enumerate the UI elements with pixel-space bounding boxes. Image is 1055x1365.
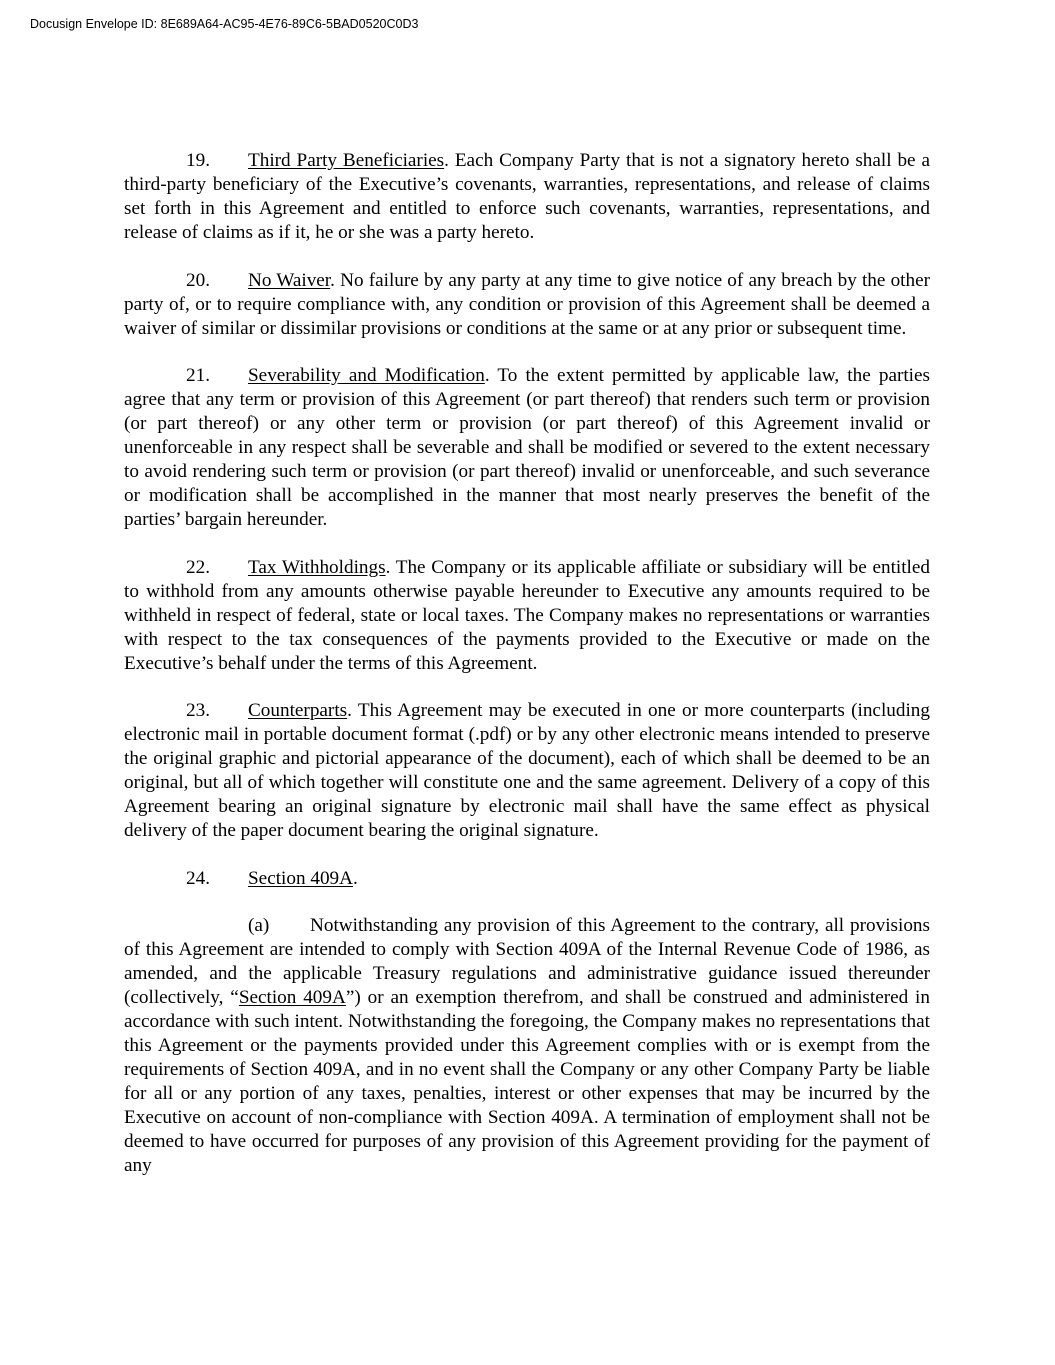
section-heading: Severability and Modification [248, 365, 485, 386]
subsection-text-1: Notwithstanding any provision of this Agreement to the contrary, all provisions of this Agreement are intended to comply with Section 409A of the Internal Revenue Code of 1986, as amended, and the applicable Treasury regulations and administrative guidance issued thereunder (collectively, “ [124, 915, 930, 1008]
section-22 [124, 556, 930, 676]
section-text: . To the extent permitted by applicable law, the parties agree that any term or provision of this Agreement (or part thereof) that renders such term or provision (or part thereof) or any other term or provision (or part thereof) of this Agreement invalid or unenforceable in any respect shall be severable and shall be modified or severed to the extent necessary to avoid rendering such term or provision (or part thereof) invalid or unenforceable, and such severance or modification shall be accomplished in the manner that most nearly preserves the benefit of the parties’ bargain hereunder. [124, 365, 930, 530]
section-23 [124, 699, 930, 843]
section-24-a [124, 914, 930, 1178]
section-19 [124, 149, 930, 245]
section-number: 21. [186, 365, 210, 386]
section-text: . Each Company Party that is not a signatory hereto shall be a third-party beneficiary of the Executive’s covenants, warranties, representations, and release of claims set forth in this Agreement and entitled to enforce such covenants, warranties, representations, and release of claims as if it, he or she was a party hereto. [124, 150, 930, 243]
section-number: 23. [186, 700, 210, 721]
section-heading: Tax Withholdings [248, 556, 386, 578]
section-heading: No Waiver [248, 269, 331, 291]
section-20 [124, 269, 930, 341]
section-text: . No failure by any party at any time to give notice of any breach by the other party of, or to require compliance with, any condition or provision of this Agreement shall be deemed a waiver of similar or dissimilar provisions or conditions at the same or at any prior or subsequent time. [124, 269, 930, 339]
defined-term: Section 409A [238, 987, 346, 1008]
docusign-envelope-id: Docusign Envelope ID: 8E689A64-AC95-4E76-89C6-5BAD0520C0D3 [30, 17, 419, 31]
section-text: . [353, 867, 358, 889]
document-body [124, 149, 930, 1202]
section-heading: Counterparts [248, 700, 348, 721]
section-21 [124, 364, 930, 532]
section-number: 24. [186, 867, 210, 889]
section-heading: Section 409A [248, 867, 353, 889]
section-number: 20. [186, 269, 210, 291]
section-text: . This Agreement may be executed in one or more counterparts (including electronic mail in portable document format (.pdf) or by any other electronic means intended to preserve the original graphic and pictorial appearance of the document), each of which shall be deemed to be an original, but all of which together will constitute one and the same agreement. Delivery of a copy of this Agreement bearing an original signature by electronic mail shall have the same effect as physical delivery of the paper document bearing the original signature. [124, 700, 930, 841]
section-number: 22. [186, 556, 210, 578]
section-number: 19. [186, 150, 210, 171]
subsection-text-2: ”) or an exemption therefrom, and shall be construed and administered in accordance with such intent. Notwithstanding the foregoing, the Company makes no representations that this Agreement or the payments provided under this Agreement complies with or is exempt from the requirements of Section 409A, and in no event shall the Company or any other Company Party be liable for all or any portion of any taxes, penalties, interest or other expenses that may be incurred by the Executive on account of non-compliance with Section 409A. A termination of employment shall not be deemed to have occurred for purposes of any provision of this Agreement providing for the payment of any [124, 987, 930, 1176]
section-24 [124, 867, 930, 891]
section-heading: Third Party Beneficiaries [248, 150, 445, 171]
section-text: . The Company or its applicable affiliate or subsidiary will be entitled to withhold from any amounts otherwise payable hereunder to Executive any amounts required to be withheld in respect of federal, state or local taxes. The Company makes no representations or warranties with respect to the tax consequences of the payments provided to the Executive or made on the Executive’s behalf under the terms of this Agreement. [124, 556, 930, 674]
subsection-label: (a) [248, 915, 270, 936]
